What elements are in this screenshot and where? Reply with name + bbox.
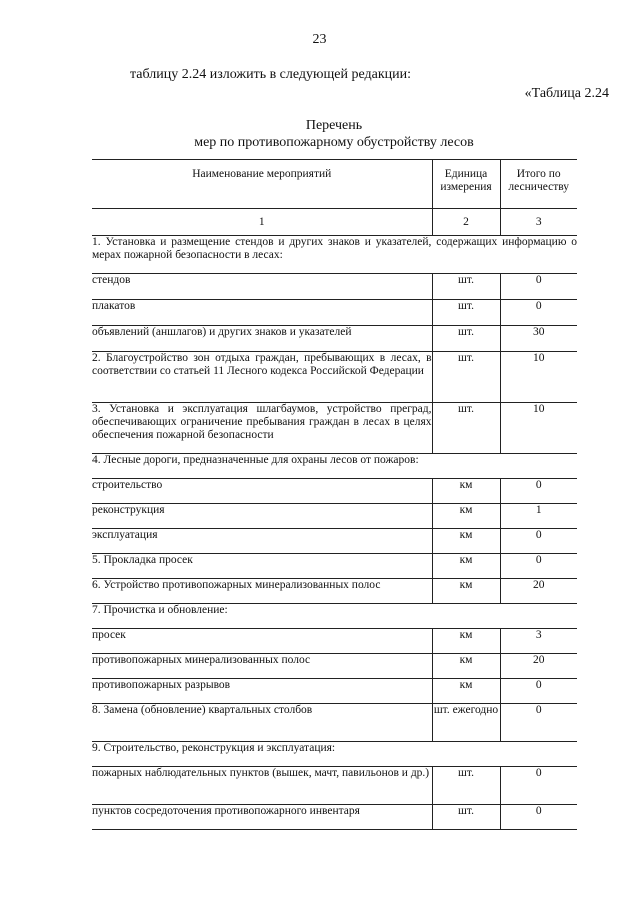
table-body (92, 236, 577, 830)
measure-value: 0 (500, 767, 577, 805)
measure-value: 0 (500, 554, 577, 579)
measure-unit: км (432, 529, 500, 554)
intro-text: таблицу 2.24 изложить в следующей редакции: (130, 67, 412, 82)
measure-name: объявлений (аншлагов) и других знаков и указателей (92, 326, 432, 352)
table-row (92, 326, 577, 352)
measure-unit: шт. (432, 274, 500, 300)
measure-name: 5. Прокладка просек (92, 554, 432, 579)
table-row (92, 403, 577, 454)
section-heading: 4. Лесные дороги, предназначенные для охраны лесов от пожаров: (92, 454, 577, 479)
col-number-2: 2 (432, 209, 500, 236)
header-name: Наименование мероприятий (92, 160, 432, 209)
measure-value: 30 (500, 326, 577, 352)
measure-unit: км (432, 479, 500, 504)
table-row (92, 300, 577, 326)
table-row (92, 629, 577, 654)
measure-unit: шт. (432, 352, 500, 403)
table-row (92, 352, 577, 403)
measure-name: стендов (92, 274, 432, 300)
measure-name: 3. Установка и эксплуатация шлагбаумов, устройство преград, обеспечивающих ограничение пребывания граждан в лесах в целях обеспечения пожарной безопасности (92, 403, 432, 454)
measure-name: плакатов (92, 300, 432, 326)
measure-name: строительство (92, 479, 432, 504)
table-row (92, 454, 577, 479)
measure-name: противопожарных минерализованных полос (92, 654, 432, 679)
table-row (92, 554, 577, 579)
measure-value: 20 (500, 654, 577, 679)
measures-table (92, 159, 577, 830)
measure-name: 8. Замена (обновление) квартальных столбов (92, 704, 432, 742)
section-heading: 9. Строительство, реконструкция и эксплуатация: (92, 742, 577, 767)
measure-value: 0 (500, 479, 577, 504)
section-heading: 1. Установка и размещение стендов и других знаков и указателей, содержащих информацию о мерах пожарной безопасности в лесах: (92, 236, 577, 274)
measure-unit: км (432, 679, 500, 704)
col-number-1: 1 (92, 209, 432, 236)
table-row (92, 704, 577, 742)
table-row (92, 479, 577, 504)
table-row (92, 805, 577, 830)
measure-unit: шт. (432, 326, 500, 352)
table-row (92, 742, 577, 767)
measure-value: 0 (500, 679, 577, 704)
table-row (92, 579, 577, 604)
header-unit: Единица измерения (432, 160, 500, 209)
measure-value: 10 (500, 403, 577, 454)
table-row (92, 236, 577, 274)
table-row (92, 767, 577, 805)
measure-name: пунктов сосредоточения противопожарного инвентаря (92, 805, 432, 830)
measure-name: 2. Благоустройство зон отдыха граждан, пребывающих в лесах, в соответствии со статьей 11 Лесного кодекса Российской Федерации (92, 352, 432, 403)
measure-value: 0 (500, 805, 577, 830)
measure-value: 0 (500, 529, 577, 554)
measure-name: 6. Устройство противопожарных минерализованных полос (92, 579, 432, 604)
title-line-2: мер по противопожарному обустройству лесов (194, 135, 474, 150)
table-row (92, 504, 577, 529)
measure-value: 10 (500, 352, 577, 403)
measure-unit: км (432, 629, 500, 654)
table-reference: «Таблица 2.24 (524, 86, 609, 101)
measure-value: 0 (500, 274, 577, 300)
table-row (92, 274, 577, 300)
measure-unit: км (432, 554, 500, 579)
title-line-1: Перечень (305, 118, 363, 133)
measure-value: 1 (500, 504, 577, 529)
measure-name: эксплуатация (92, 529, 432, 554)
header-total: Итого по лесничеству (500, 160, 577, 209)
page-number: 23 (312, 32, 327, 47)
measure-name: противопожарных разрывов (92, 679, 432, 704)
table-title (92, 117, 576, 151)
measure-unit: шт. (432, 767, 500, 805)
measure-value: 0 (500, 704, 577, 742)
table-row (92, 604, 577, 629)
measure-unit: шт. (432, 300, 500, 326)
table-row (92, 679, 577, 704)
measure-unit: км (432, 504, 500, 529)
table-row (92, 654, 577, 679)
col-number-3: 3 (500, 209, 577, 236)
section-heading: 7. Прочистка и обновление: (92, 604, 577, 629)
measure-unit: км (432, 654, 500, 679)
measure-value: 0 (500, 300, 577, 326)
column-numbers-row (92, 209, 577, 236)
measure-name: просек (92, 629, 432, 654)
measure-name: реконструкция (92, 504, 432, 529)
measure-value: 20 (500, 579, 577, 604)
measure-unit: шт. ежегодно (432, 704, 500, 742)
measure-unit: шт. (432, 805, 500, 830)
table-row (92, 529, 577, 554)
measure-value: 3 (500, 629, 577, 654)
measure-name: пожарных наблюдательных пунктов (вышек, мачт, павильонов и др.) (92, 767, 432, 805)
measure-unit: шт. (432, 403, 500, 454)
measure-unit: км (432, 579, 500, 604)
header-row (92, 160, 577, 209)
